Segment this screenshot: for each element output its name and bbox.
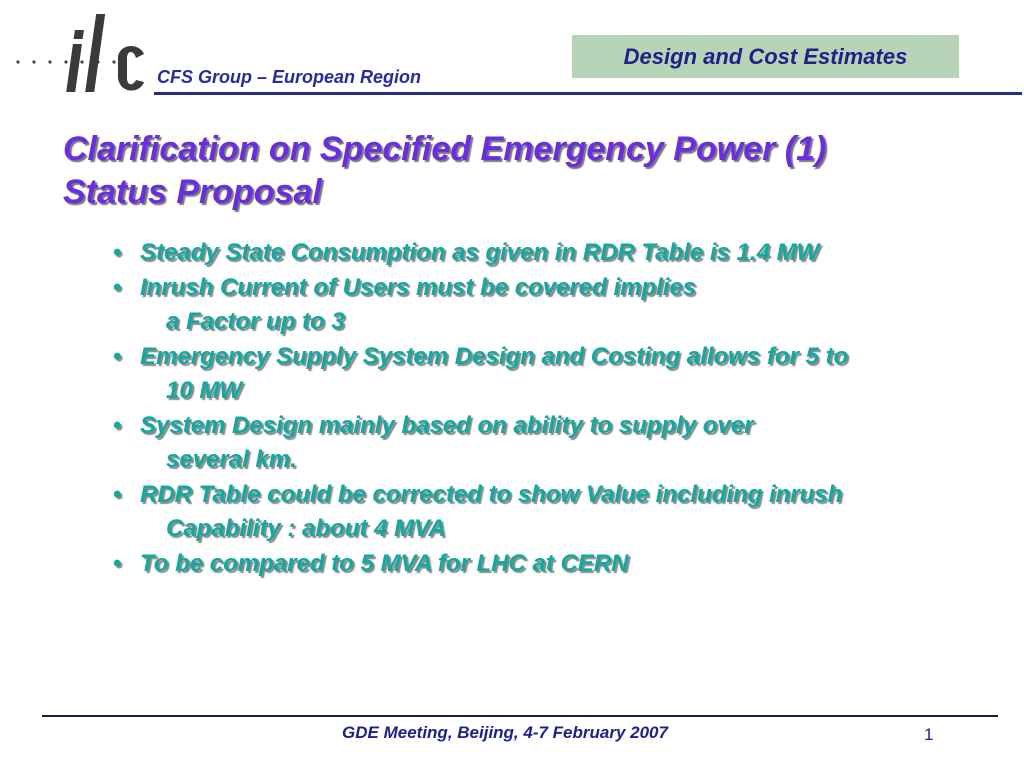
list-item bbox=[110, 236, 1010, 271]
bullet-text-continuation: several km. bbox=[166, 446, 297, 473]
group-label: CFS Group – European Region bbox=[157, 67, 422, 87]
bullet-text-continuation: a Factor up to 3 bbox=[166, 308, 345, 335]
page-number: 1 bbox=[924, 725, 934, 744]
slide-title-line-2: Status Proposal bbox=[63, 173, 322, 211]
slide-title-line-1: Clarification on Specified Emergency Power (1) bbox=[63, 130, 827, 168]
bullet-icon: • bbox=[113, 480, 122, 508]
bullet-text: To be compared to 5 MVA for LHC at CERN bbox=[140, 549, 629, 577]
list-item bbox=[110, 340, 1010, 409]
list-item bbox=[110, 271, 1010, 340]
bullet-text: Inrush Current of Users must be covered implies bbox=[140, 273, 697, 301]
bullet-text-continuation: 10 MW bbox=[166, 377, 243, 404]
section-tag-label: Design and Cost Estimates bbox=[623, 43, 908, 69]
slide-title bbox=[63, 128, 826, 214]
bullet-icon: • bbox=[113, 411, 122, 439]
section-tag bbox=[572, 35, 959, 78]
bullet-icon: • bbox=[113, 549, 122, 577]
bullet-icon: • bbox=[113, 273, 122, 301]
list-item bbox=[110, 409, 1010, 478]
bullet-icon: • bbox=[113, 342, 122, 370]
bullet-text: Emergency Supply System Design and Costing allows for 5 to bbox=[140, 342, 849, 370]
footer-text: GDE Meeting, Beijing, 4-7 February 2007 bbox=[342, 723, 668, 742]
ilc-logo bbox=[12, 8, 152, 98]
list-item bbox=[110, 547, 1010, 582]
bullet-text-continuation: Capability : about 4 MVA bbox=[166, 515, 446, 542]
header-divider bbox=[154, 92, 1022, 95]
bullet-text: Steady State Consumption as given in RDR Table is 1.4 MW bbox=[140, 239, 820, 266]
bullet-list bbox=[110, 236, 1010, 581]
bullet-text: System Design mainly based on ability to supply over bbox=[140, 411, 754, 439]
bullet-text: RDR Table could be corrected to show Value including inrush bbox=[140, 480, 843, 508]
list-item bbox=[110, 478, 1010, 547]
bullet-icon: • bbox=[113, 239, 122, 266]
footer-divider bbox=[42, 715, 998, 717]
